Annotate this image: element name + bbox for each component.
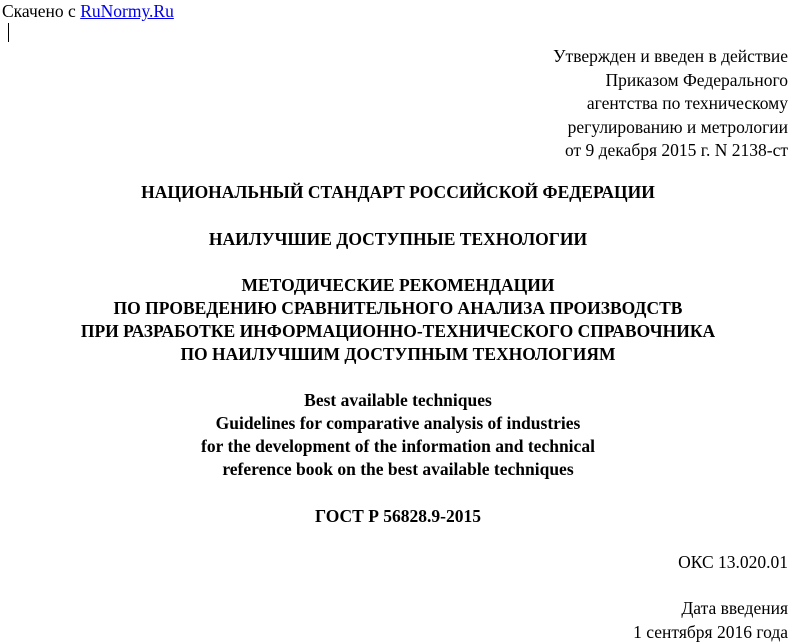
english-title-line: Guidelines for comparative analysis of industries (0, 412, 790, 435)
source-link[interactable]: RuNormy.Ru (80, 1, 174, 21)
approval-block (553, 45, 788, 163)
approval-line: регулированию и метрологии (553, 116, 788, 140)
approval-line: Утвержден и введен в действие (553, 45, 788, 69)
gost-number-heading (0, 505, 790, 528)
russian-title-line: ПО НАИЛУЧШИМ ДОСТУПНЫМ ТЕХНОЛОГИЯМ (0, 343, 790, 366)
english-title-line: for the development of the information and technical (0, 435, 790, 458)
approval-line: агентства по техническому (553, 92, 788, 116)
english-title-line: Best available techniques (0, 389, 790, 412)
intro-date-label: Дата введения (633, 597, 788, 621)
intro-date-value: 1 сентября 2016 года (633, 621, 788, 644)
russian-title (0, 274, 790, 366)
national-standard-text: НАЦИОНАЛЬНЫЙ СТАНДАРТ РОССИЙСКОЙ ФЕДЕРАЦИИ (0, 181, 790, 204)
text-cursor (8, 23, 9, 42)
intro-date-block (633, 597, 788, 644)
english-title (0, 389, 790, 481)
oks-code: ОКС 13.020.01 (678, 551, 788, 575)
russian-title-line: МЕТОДИЧЕСКИЕ РЕКОМЕНДАЦИИ (0, 274, 790, 297)
gost-number: ГОСТ Р 56828.9-2015 (0, 505, 790, 528)
source-prefix: Скачено с (2, 1, 80, 21)
russian-title-line: ПРИ РАЗРАБОТКЕ ИНФОРМАЦИОННО-ТЕХНИЧЕСКОГО СПРАВОЧНИКА (0, 320, 790, 343)
oks-block (678, 551, 788, 575)
approval-line: Приказом Федерального (553, 69, 788, 93)
russian-title-line: ПО ПРОВЕДЕНИЮ СРАВНИТЕЛЬНОГО АНАЛИЗА ПРОИЗВОДСТВ (0, 297, 790, 320)
bat-heading-text: НАИЛУЧШИЕ ДОСТУПНЫЕ ТЕХНОЛОГИИ (0, 228, 790, 251)
bat-heading (0, 228, 790, 251)
source-line (2, 0, 174, 23)
english-title-line: reference book on the best available techniques (0, 458, 790, 481)
national-standard-heading (0, 181, 790, 204)
approval-line: от 9 декабря 2015 г. N 2138-ст (553, 139, 788, 163)
